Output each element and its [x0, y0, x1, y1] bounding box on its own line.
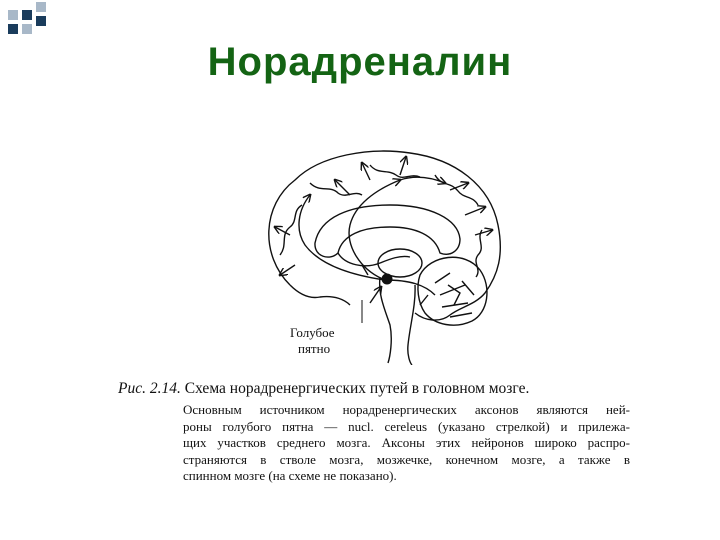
caption-line: Основным источником норадренергических аксонов являются ней- [183, 402, 630, 417]
caption-line: щих участков среднего мозга. Аксоны этих нейронов широко распро- [183, 435, 630, 450]
label-locus-coeruleus [290, 325, 335, 357]
figure-number: Рис. 2.14. [118, 380, 181, 397]
figure-caption-heading [118, 380, 529, 398]
caption-line: роны голубого пятна — nucl. cereleus (указано стрелкой) и прилежа- [183, 418, 630, 434]
figure-caption-title: Схема норадренергических путей в головном мозге. [184, 380, 530, 397]
corpus-callosum [315, 205, 460, 257]
locus-coeruleus-dot [382, 274, 393, 285]
locus-coeruleus-arrow [370, 287, 381, 303]
caption-line: спинном мозге (на схеме не показано). [183, 468, 397, 483]
label-line-2: пятно [298, 341, 331, 356]
slide-title: Норадреналин [207, 40, 513, 84]
cerebellum [418, 257, 487, 325]
label-line-1: Голубое [290, 325, 335, 340]
figure-caption-body [183, 402, 630, 485]
caption-line: страняются в стволе мозга, мозжечке, конечном мозге, а также в [183, 451, 630, 467]
